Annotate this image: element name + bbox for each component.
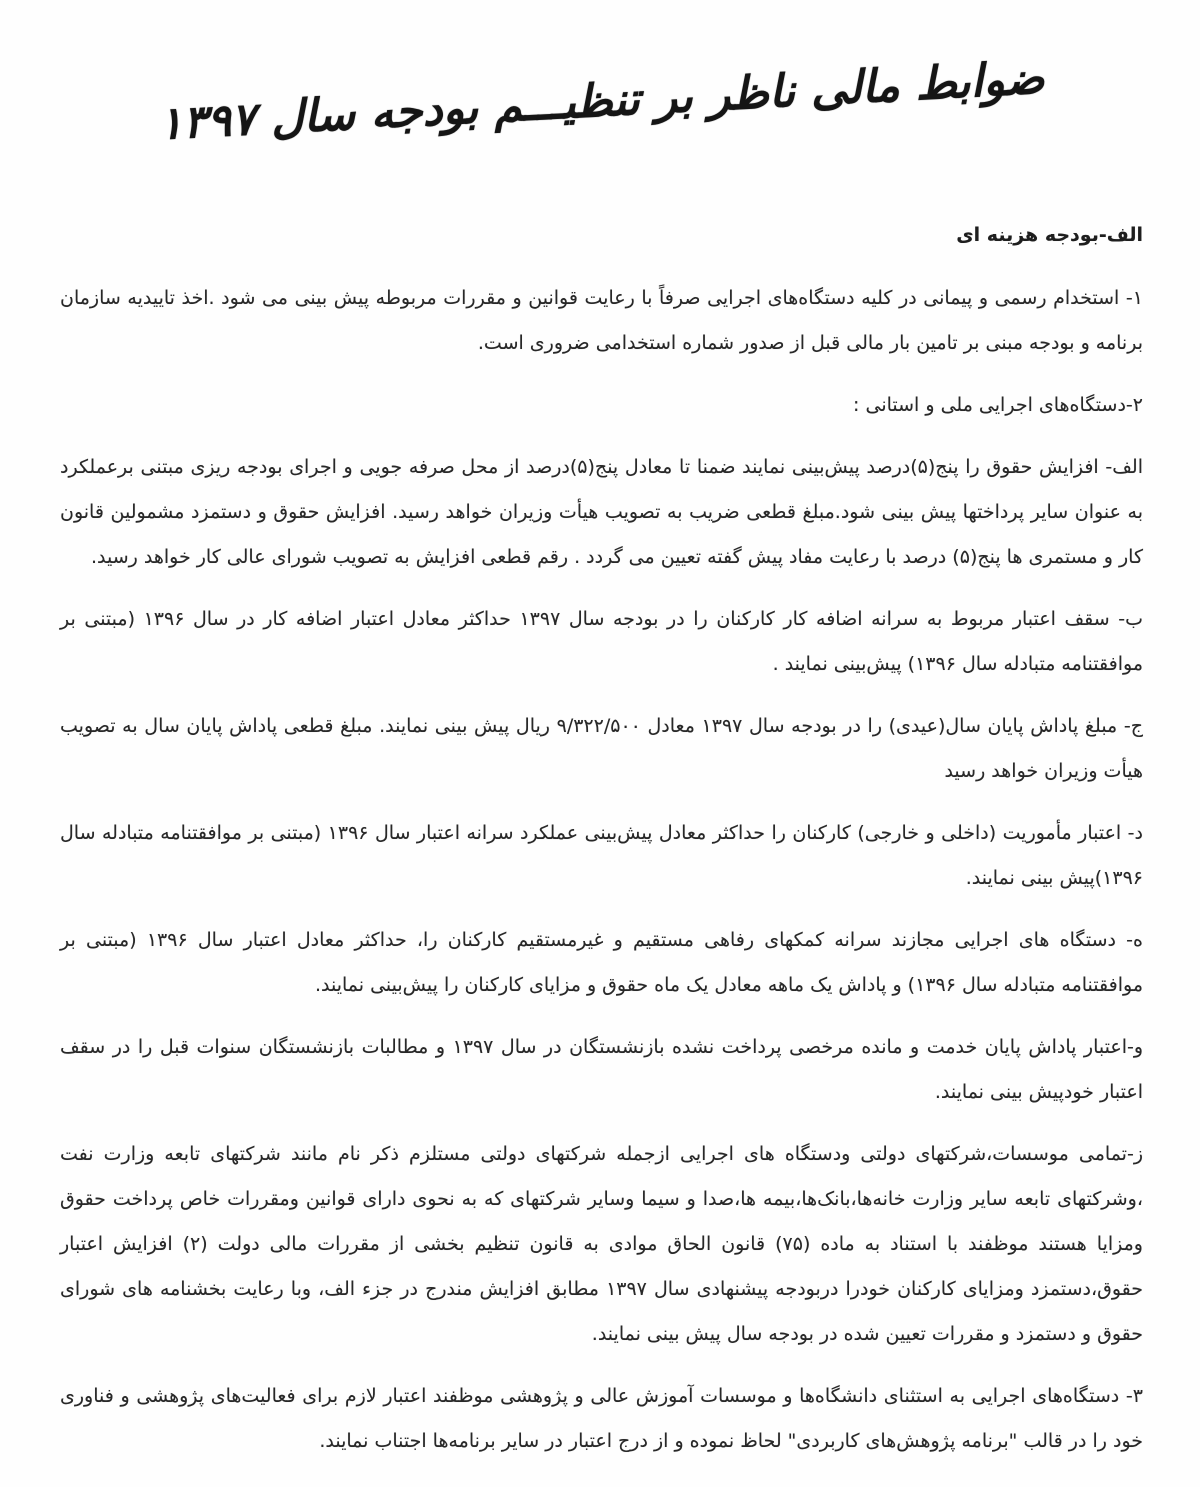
title-block	[60, 48, 1143, 186]
paragraph-2-ze: ز-تمامی موسسات،شرکتهای دولتی ودستگاه های اجرایی ازجمله شرکتهای دولتی مستلزم ذکر نام مانند شرکتهای تابعه وزارت نفت ،وشرکتهای تابعه سایر وزارت خانه‌ها،بانک‌ها،بیمه ها،صدا و سیما وسایر شرکتهای که به نحوی دارای قوانین ومقررات خاص پرداخت حقوق ومزایا هستند موظفند با استناد به ماده (۷۵) قانون الحاق موادی به قانون تنظیم بخشی از مقررات مالی دولت (۲) افزایش اعتبار حقوق،دستمزد ومزایای کارکنان خودرا دربودجه پیشنهادی سال ۱۳۹۷ مطابق افزایش مندرج در جزء الف، وبا رعایت بخشنامه های شورای حقوق و دستمزد و مقررات تعیین شده در بودجه سال پیش بینی نمایند.	[60, 1143, 1143, 1345]
paragraph-2-jim: ج- مبلغ پاداش پایان سال(عیدی) را در بودجه سال ۱۳۹۷ معادل ۹/۳۲۲/۵۰۰ ریال پیش بینی نمایند. مبلغ قطعی پاداش پایان سال به تصویب هیأت وزیران خواهد رسید	[60, 715, 1143, 782]
paragraph-2: ۲-دستگاه‌های اجرایی ملی و استانی :	[853, 394, 1143, 416]
paragraph-2-vav: و-اعتبار پاداش پایان خدمت و مانده مرخصی پرداخت نشده بازنشستگان در سال ۱۳۹۷ و مطالبات بازنشستگان سنوات قبل را در سقف اعتبار خودپیش بینی نمایند.	[60, 1036, 1143, 1103]
paragraph-2-dal: د- اعتبار مأموریت (داخلی و خارجی) کارکنان را حداکثر معادل پیش‌بینی عملکرد سرانه اعتبار سال ۱۳۹۶ (مبتنی بر موافقتنامه متبادله سال ۱۳۹۶)پیش بینی نمایند.	[60, 822, 1143, 889]
paragraph-2-he: ه- دستگاه های اجرایی مجازند سرانه کمکهای رفاهی مستقیم و غیرمستقیم کارکنان را، حداکثر معادل اعتبار سال ۱۳۹۶ (مبتنی بر موافقتنامه متبادله سال ۱۳۹۶) و پاداش یک ماهه معادل یک ماه حقوق و مزایای کارکنان را پیش‌بینی نمایند.	[60, 929, 1143, 996]
paragraph-2-alef: الف- افزایش حقوق را پنج(۵)درصد پیش‌بینی نمایند ضمنا تا معادل پنج(۵)درصد از محل صرفه جویی و اجرای بودجه ریزی مبتنی برعملکرد به عنوان سایر پرداختها پیش بینی شود.مبلغ قطعی ضریب به تصویب هیأت وزیران خواهد رسید. افزایش حقوق و دستمزد مشمولین قانون کار و مستمری ها پنج(۵) درصد با رعایت مفاد پیش گفته تعیین می گردد . رقم قطعی افزایش به تصویب شورای عالی کار خواهد رسید.	[60, 456, 1143, 568]
document-title: ضوابط مالی ناظر بر تنظیـــم بودجه سال ۱۳۹۷	[157, 50, 1046, 151]
paragraph-3: ۳- دستگاه‌های اجرایی به استثنای دانشگاه‌ها و موسسات آموزش عالی و پژوهشی موظفند اعتبار لازم برای فعالیت‌های پژوهشی و فناوری خود را در قالب "برنامه پژوهش‌های کاربردی" لحاظ نموده و از درج اعتبار در سایر برنامه‌ها اجتناب نمایند.	[60, 1385, 1143, 1452]
paragraph-1: ۱- استخدام رسمی و پیمانی در کلیه دستگاه‌های اجرایی صرفاً با رعایت قوانین و مقررات مربوطه پیش بینی می شود .اخذ تاییدیه سازمان برنامه و بودجه مبنی بر تامین بار مالی قبل از صدور شماره استخدامی ضروری است.	[60, 287, 1143, 354]
paragraph-2-be: ب- سقف اعتبار مربوط به سرانه اضافه کار کارکنان را در بودجه سال ۱۳۹۷ حداکثر معادل اعتبار اضافه کار در سال ۱۳۹۶ (مبتنی بر موافقتنامه متبادله سال ۱۳۹۶) پیش‌بینی نمایند .	[60, 608, 1143, 675]
section-heading: الف-بودجه هزینه ای	[956, 224, 1143, 246]
